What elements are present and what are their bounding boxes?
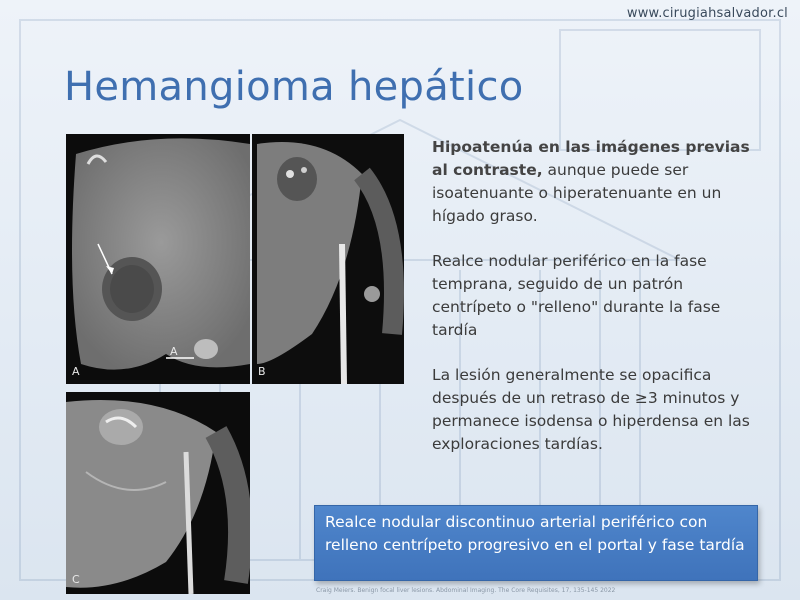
panel-letter-a: A	[72, 365, 80, 378]
ct-image-panel-a	[66, 134, 250, 384]
panel-arrow-label-a: A	[170, 345, 178, 358]
panel-letter-c: C	[72, 573, 80, 586]
ct-coronal-liver-image	[252, 134, 404, 384]
site-url: www.cirugiahsalvador.cl	[626, 6, 788, 21]
ct-image-panel-b	[252, 134, 404, 384]
summary-callout-box: Realce nodular discontinuo arterial periférico con relleno centrípeto progresivo en el portal y fase tardía	[314, 505, 758, 581]
paragraph-1	[432, 136, 762, 228]
paragraph-1-text: aunque puede ser isoatenuante o hiperatenuante en un hígado graso.	[432, 161, 722, 225]
ct-image-panel-c	[66, 392, 250, 594]
reference-citation: Craig Meiers. Benign focal liver lesions. Abdominal Imaging. The Core Requisites, 17, 135-145 2022	[316, 587, 616, 594]
paragraph-2-text: Realce nodular periférico en la fase temprana, seguido de un patrón centrípeto o "relleno" durante la fase tardía	[432, 252, 721, 339]
paragraph-1-bold: Hipoatenúa en las imágenes previas al contraste,	[432, 138, 750, 179]
paragraph-3-text: La lesión generalmente se opacifica después de un retraso de ≥3 minutos y permanece isodensa o hiperdensa en las exploraciones tardías.	[432, 366, 750, 453]
slide-body-text	[432, 136, 762, 478]
ct-coronal-delayed-image	[66, 392, 250, 594]
paragraph-3	[432, 364, 762, 456]
slide-title: Hemangioma hepático	[64, 64, 524, 110]
panel-letter-b: B	[258, 365, 266, 378]
paragraph-2	[432, 250, 762, 342]
ct-axial-liver-image	[66, 134, 250, 384]
